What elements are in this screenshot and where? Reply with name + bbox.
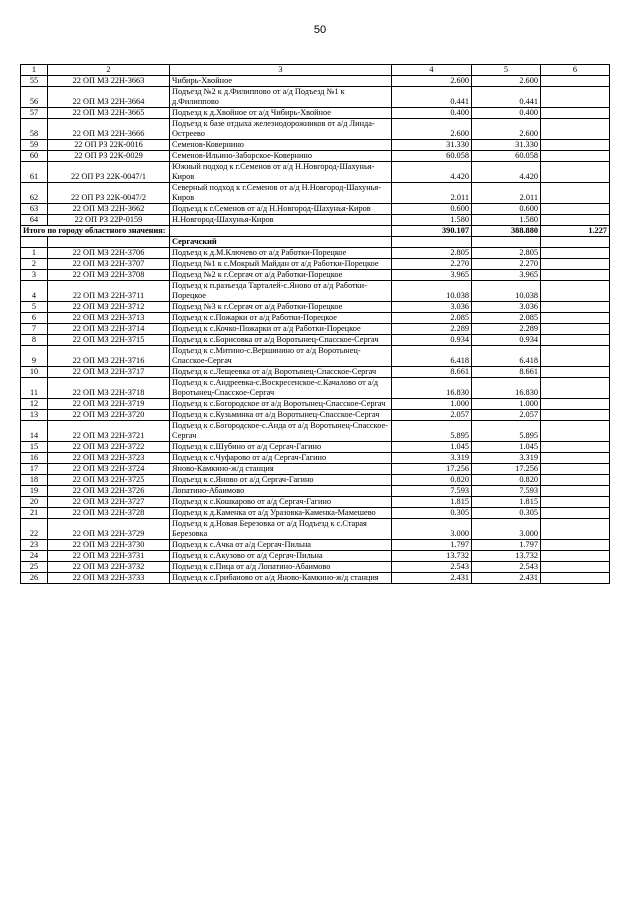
length-paved: 2.600: [472, 119, 541, 140]
length-paved: 1.815: [472, 497, 541, 508]
table-row: [21, 540, 610, 551]
table-row: [21, 204, 610, 215]
table-row: [21, 324, 610, 335]
road-code: 22 ОП МЗ 22Н-3665: [48, 108, 170, 119]
table-row: [21, 270, 610, 281]
row-number: 18: [21, 475, 48, 486]
length-paved: 0.934: [472, 335, 541, 346]
road-code: 22 ОП МЗ 22Н-3729: [48, 519, 170, 540]
section-empty-cell: [472, 237, 541, 248]
length-total: 1.815: [392, 497, 472, 508]
length-paved: 7.593: [472, 486, 541, 497]
length-other: [541, 324, 610, 335]
header-cell: 3: [170, 65, 392, 76]
length-other: [541, 76, 610, 87]
header-cell: 4: [392, 65, 472, 76]
length-total: 2.057: [392, 410, 472, 421]
length-total: 2.431: [392, 573, 472, 584]
road-code: 22 ОП МЗ 22Н-3711: [48, 281, 170, 302]
road-code: 22 ОП МЗ 22Н-3662: [48, 204, 170, 215]
length-other: [541, 410, 610, 421]
length-other: [541, 421, 610, 442]
road-name: Подъезд к д.Новая Березовка от а/д Подъезд к с.Старая Березовка: [170, 519, 392, 540]
table-row: [21, 87, 610, 108]
row-number: 3: [21, 270, 48, 281]
road-name: Семенов-Ковернино: [170, 140, 392, 151]
length-total: 0.820: [392, 475, 472, 486]
length-total: 0.441: [392, 87, 472, 108]
road-code: 22 ОП МЗ 22Н-3706: [48, 248, 170, 259]
road-name: Лопатино-Абаимово: [170, 486, 392, 497]
road-name: Подъезд к с.Митино-с.Вершинино от а/д Воротынец-Спасское-Сергач: [170, 346, 392, 367]
length-paved: 2.085: [472, 313, 541, 324]
road-code: 22 ОП РЗ 22К-0029: [48, 151, 170, 162]
row-number: 62: [21, 183, 48, 204]
length-total: 3.319: [392, 453, 472, 464]
total-length-paved: 388.880: [472, 226, 541, 237]
length-paved: 8.661: [472, 367, 541, 378]
road-code: 22 ОП РЗ 22К-0047/1: [48, 162, 170, 183]
length-paved: 6.418: [472, 346, 541, 367]
roads-table-body: [21, 65, 610, 584]
length-other: [541, 464, 610, 475]
table-row: [21, 497, 610, 508]
row-number: 7: [21, 324, 48, 335]
length-other: [541, 335, 610, 346]
road-code: 22 ОП МЗ 22Н-3725: [48, 475, 170, 486]
length-other: [541, 399, 610, 410]
length-total: 2.543: [392, 562, 472, 573]
road-code: 22 ОП МЗ 22Н-3708: [48, 270, 170, 281]
table-row: [21, 367, 610, 378]
length-other: [541, 259, 610, 270]
road-code: 22 ОП МЗ 22Н-3730: [48, 540, 170, 551]
length-paved: 2.600: [472, 76, 541, 87]
table-row: [21, 442, 610, 453]
table-row: [21, 562, 610, 573]
row-number: 14: [21, 421, 48, 442]
length-paved: 0.441: [472, 87, 541, 108]
roads-table: [20, 64, 610, 584]
length-other: [541, 281, 610, 302]
row-number: 5: [21, 302, 48, 313]
road-name: Н.Новгород-Шахунья-Киров: [170, 215, 392, 226]
total-empty-cell: [170, 226, 392, 237]
length-total: 31.330: [392, 140, 472, 151]
length-total: 1.000: [392, 399, 472, 410]
table-row: [21, 248, 610, 259]
table-row: [21, 313, 610, 324]
road-code: 22 ОП МЗ 22Н-3724: [48, 464, 170, 475]
length-paved: 3.319: [472, 453, 541, 464]
row-number: 6: [21, 313, 48, 324]
length-total: 60.058: [392, 151, 472, 162]
row-number: 11: [21, 378, 48, 399]
row-number: 64: [21, 215, 48, 226]
road-name: Подъезд к с.Ачка от а/д Сергач-Пильна: [170, 540, 392, 551]
road-name: Подъезд к п.разъезда Тарталей-с.Яново от а/д Работки-Порецкое: [170, 281, 392, 302]
road-name: Подъезд к с.Чуфарово от а/д Сергач-Гагино: [170, 453, 392, 464]
total-row: [21, 226, 610, 237]
row-number: 59: [21, 140, 48, 151]
length-paved: 0.600: [472, 204, 541, 215]
header-cell: 2: [48, 65, 170, 76]
row-number: 25: [21, 562, 48, 573]
road-name: Подъезд к с.Яново от а/д Сергач-Гагино: [170, 475, 392, 486]
length-total: 2.805: [392, 248, 472, 259]
length-other: [541, 119, 610, 140]
road-name: Подъезд к с.Андреевка-с.Воскресенское-с.Качалово от а/д Воротынец-Спасское-Сергач: [170, 378, 392, 399]
road-name: Подъезд к с.Грибаново от а/д Яново-Камкино-ж/д станция: [170, 573, 392, 584]
row-number: 58: [21, 119, 48, 140]
length-paved: 2.431: [472, 573, 541, 584]
header-cell: 1: [21, 65, 48, 76]
road-code: 22 ОП МЗ 22Н-3712: [48, 302, 170, 313]
row-number: 17: [21, 464, 48, 475]
length-paved: 5.895: [472, 421, 541, 442]
road-name: Подъезд №1 к с.Мокрый Майдан от а/д Работки-Порецкое: [170, 259, 392, 270]
header-cell: 5: [472, 65, 541, 76]
total-label: Итого по городу областного значения:: [21, 226, 170, 237]
length-other: [541, 215, 610, 226]
table-row: [21, 399, 610, 410]
table-row: [21, 151, 610, 162]
length-paved: 3.036: [472, 302, 541, 313]
road-code: 22 ОП МЗ 22Н-3718: [48, 378, 170, 399]
table-row: [21, 76, 610, 87]
row-number: 61: [21, 162, 48, 183]
length-total: 10.038: [392, 281, 472, 302]
road-code: 22 ОП МЗ 22Н-3733: [48, 573, 170, 584]
length-total: 8.661: [392, 367, 472, 378]
row-number: 9: [21, 346, 48, 367]
length-paved: 3.000: [472, 519, 541, 540]
road-name: Подъезд к д.Хвойное от а/д Чибирь-Хвойное: [170, 108, 392, 119]
length-paved: 0.400: [472, 108, 541, 119]
length-total: 1.045: [392, 442, 472, 453]
table-row: [21, 281, 610, 302]
length-other: [541, 562, 610, 573]
table-row: [21, 346, 610, 367]
road-name: Подъезд №3 к г.Сергач от а/д Работки-Порецкое: [170, 302, 392, 313]
row-number: 55: [21, 76, 48, 87]
road-code: 22 ОП МЗ 22Н-3723: [48, 453, 170, 464]
table-row: [21, 464, 610, 475]
header-cell: 6: [541, 65, 610, 76]
row-number: 26: [21, 573, 48, 584]
row-number: 16: [21, 453, 48, 464]
road-code: 22 ОП МЗ 22Н-3719: [48, 399, 170, 410]
road-name: Подъезд к с.Богородское-с.Анда от а/д Воротынец-Спасское-Сергач: [170, 421, 392, 442]
length-paved: 1.580: [472, 215, 541, 226]
length-total: 0.934: [392, 335, 472, 346]
section-empty-cell: [21, 237, 48, 248]
table-row: [21, 140, 610, 151]
length-total: 2.011: [392, 183, 472, 204]
length-other: [541, 519, 610, 540]
table-row: [21, 453, 610, 464]
length-other: [541, 270, 610, 281]
road-code: 22 ОП МЗ 22Н-3721: [48, 421, 170, 442]
length-other: [541, 475, 610, 486]
length-other: [541, 87, 610, 108]
length-other: [541, 378, 610, 399]
road-name: Северный подход к г.Семенов от а/д Н.Новгород-Шахунья-Киров: [170, 183, 392, 204]
length-paved: 10.038: [472, 281, 541, 302]
road-name: Подъезд к с.Лещеевка от а/д Воротынец-Спасское-Сергач: [170, 367, 392, 378]
road-name: Южный подход к г.Семенов от а/д Н.Новгород-Шахунья-Киров: [170, 162, 392, 183]
row-number: 21: [21, 508, 48, 519]
road-code: 22 ОП МЗ 22Н-3728: [48, 508, 170, 519]
road-code: 22 ОП РЗ 22К-0016: [48, 140, 170, 151]
length-paved: 1.045: [472, 442, 541, 453]
row-number: 24: [21, 551, 48, 562]
table-row: [21, 421, 610, 442]
length-total: 16.830: [392, 378, 472, 399]
table-row: [21, 508, 610, 519]
road-code: 22 ОП МЗ 22Н-3666: [48, 119, 170, 140]
road-name: Подъезд к д.Каменка от а/д Уразовка-Каменка-Мамешево: [170, 508, 392, 519]
table-row: [21, 259, 610, 270]
row-number: 63: [21, 204, 48, 215]
row-number: 12: [21, 399, 48, 410]
road-code: 22 ОП МЗ 22Н-3720: [48, 410, 170, 421]
table-row: [21, 378, 610, 399]
length-total: 7.593: [392, 486, 472, 497]
road-code: 22 ОП МЗ 22Н-3722: [48, 442, 170, 453]
length-paved: 2.057: [472, 410, 541, 421]
length-paved: 0.305: [472, 508, 541, 519]
road-code: 22 ОП МЗ 22Н-3663: [48, 76, 170, 87]
length-paved: 2.270: [472, 259, 541, 270]
length-total: 6.418: [392, 346, 472, 367]
table-row: [21, 302, 610, 313]
length-other: [541, 151, 610, 162]
table-row: [21, 215, 610, 226]
length-paved: 2.289: [472, 324, 541, 335]
table-row: [21, 410, 610, 421]
row-number: 60: [21, 151, 48, 162]
length-paved: 1.797: [472, 540, 541, 551]
length-paved: 2.805: [472, 248, 541, 259]
length-paved: 17.256: [472, 464, 541, 475]
road-name: Подъезд к с.Кузьминка от а/д Воротынец-Спасское-Сергач: [170, 410, 392, 421]
length-paved: 2.543: [472, 562, 541, 573]
table-row: [21, 519, 610, 540]
section-empty-cell: [48, 237, 170, 248]
road-name: Подъезд к д.М.Ключево от а/д Работки-Порецкое: [170, 248, 392, 259]
table-row: [21, 119, 610, 140]
row-number: 57: [21, 108, 48, 119]
length-total: 0.305: [392, 508, 472, 519]
road-name: Подъезд к с.Акузово от а/д Сергач-Пильна: [170, 551, 392, 562]
length-other: [541, 248, 610, 259]
length-total: 3.965: [392, 270, 472, 281]
table-row: [21, 551, 610, 562]
length-total: 2.600: [392, 119, 472, 140]
road-code: 22 ОП МЗ 22Н-3717: [48, 367, 170, 378]
row-number: 15: [21, 442, 48, 453]
length-other: [541, 204, 610, 215]
road-name: Подъезд к с.Пица от а/д Лопатино-Абаимово: [170, 562, 392, 573]
road-name: Чибирь-Хвойное: [170, 76, 392, 87]
row-number: 10: [21, 367, 48, 378]
length-paved: 31.330: [472, 140, 541, 151]
row-number: 2: [21, 259, 48, 270]
length-total: 1.580: [392, 215, 472, 226]
road-name: Подъезд к с.Кошкарово от а/д Сергач-Гагино: [170, 497, 392, 508]
length-total: 5.895: [392, 421, 472, 442]
length-paved: 1.000: [472, 399, 541, 410]
road-code: 22 ОП МЗ 22Н-3715: [48, 335, 170, 346]
table-row: [21, 335, 610, 346]
road-name: Семенов-Ильино-Заборское-Ковернино: [170, 151, 392, 162]
row-number: 56: [21, 87, 48, 108]
total-length-other: 1.227: [541, 226, 610, 237]
section-empty-cell: [392, 237, 472, 248]
length-total: 4.420: [392, 162, 472, 183]
road-code: 22 ОП МЗ 22Н-3664: [48, 87, 170, 108]
road-name: Подъезд к с.Борисовка от а/д Воротынец-Спасское-Сергач: [170, 335, 392, 346]
table-row: [21, 183, 610, 204]
length-other: [541, 508, 610, 519]
page-number: 50: [313, 24, 327, 36]
road-name: Подъезд №2 к д.Филиппово от а/д Подъезд №1 к д.Филиппово: [170, 87, 392, 108]
road-name: Подъезд к с.Кочко-Пожарки от а/д Работки-Порецкое: [170, 324, 392, 335]
table-row: [21, 486, 610, 497]
row-number: 20: [21, 497, 48, 508]
row-number: 1: [21, 248, 48, 259]
row-number: 4: [21, 281, 48, 302]
length-other: [541, 453, 610, 464]
section-row: [21, 237, 610, 248]
length-total: 1.797: [392, 540, 472, 551]
length-paved: 0.820: [472, 475, 541, 486]
length-total: 3.036: [392, 302, 472, 313]
length-other: [541, 302, 610, 313]
road-code: 22 ОП РЗ 22К-0047/2: [48, 183, 170, 204]
length-other: [541, 183, 610, 204]
length-total: 17.256: [392, 464, 472, 475]
road-code: 22 ОП МЗ 22Н-3713: [48, 313, 170, 324]
road-name: Подъезд к с.Богородское от а/д Воротынец-Спасское-Сергач: [170, 399, 392, 410]
road-name: Подъезд к г.Семенов от а/д Н.Новгород-Шахунья-Киров: [170, 204, 392, 215]
length-other: [541, 540, 610, 551]
length-total: 2.600: [392, 76, 472, 87]
section-empty-cell: [541, 237, 610, 248]
row-number: 13: [21, 410, 48, 421]
length-total: 2.289: [392, 324, 472, 335]
length-other: [541, 140, 610, 151]
table-row: [21, 475, 610, 486]
road-code: 22 ОП МЗ 22Н-3731: [48, 551, 170, 562]
length-other: [541, 108, 610, 119]
length-other: [541, 551, 610, 562]
table-row: [21, 573, 610, 584]
length-other: [541, 573, 610, 584]
length-paved: 3.965: [472, 270, 541, 281]
length-other: [541, 346, 610, 367]
row-number: 19: [21, 486, 48, 497]
length-total: 2.270: [392, 259, 472, 270]
length-paved: 60.058: [472, 151, 541, 162]
section-title: Сергачский: [170, 237, 392, 248]
road-name: Подъезд №2 к г.Сергач от а/д Работки-Порецкое: [170, 270, 392, 281]
table-row: [21, 108, 610, 119]
road-code: 22 ОП МЗ 22Н-3732: [48, 562, 170, 573]
row-number: 23: [21, 540, 48, 551]
length-total: 3.000: [392, 519, 472, 540]
road-code: 22 ОП МЗ 22Н-3727: [48, 497, 170, 508]
road-name: Подъезд к базе отдыха железнодорожников от а/д Линда-Остреево: [170, 119, 392, 140]
road-name: Подъезд к с.Шубино от а/д Сергач-Гагино: [170, 442, 392, 453]
road-code: 22 ОП РЗ 22Р-0159: [48, 215, 170, 226]
table-row: [21, 162, 610, 183]
road-code: 22 ОП МЗ 22Н-3716: [48, 346, 170, 367]
length-other: [541, 497, 610, 508]
length-other: [541, 162, 610, 183]
length-other: [541, 486, 610, 497]
length-other: [541, 367, 610, 378]
length-total: 0.600: [392, 204, 472, 215]
length-other: [541, 313, 610, 324]
length-total: 2.085: [392, 313, 472, 324]
length-paved: 16.830: [472, 378, 541, 399]
road-code: 22 ОП МЗ 22Н-3714: [48, 324, 170, 335]
length-total: 13.732: [392, 551, 472, 562]
length-other: [541, 442, 610, 453]
row-number: 8: [21, 335, 48, 346]
length-paved: 2.011: [472, 183, 541, 204]
road-code: 22 ОП МЗ 22Н-3707: [48, 259, 170, 270]
length-paved: 4.420: [472, 162, 541, 183]
road-name: Яново-Камкино-ж/д станция: [170, 464, 392, 475]
header-row: [21, 65, 610, 76]
road-code: 22 ОП МЗ 22Н-3726: [48, 486, 170, 497]
total-length-total: 390.107: [392, 226, 472, 237]
road-name: Подъезд к с.Пожарки от а/д Работки-Порецкое: [170, 313, 392, 324]
length-paved: 13.732: [472, 551, 541, 562]
row-number: 22: [21, 519, 48, 540]
length-total: 0.400: [392, 108, 472, 119]
